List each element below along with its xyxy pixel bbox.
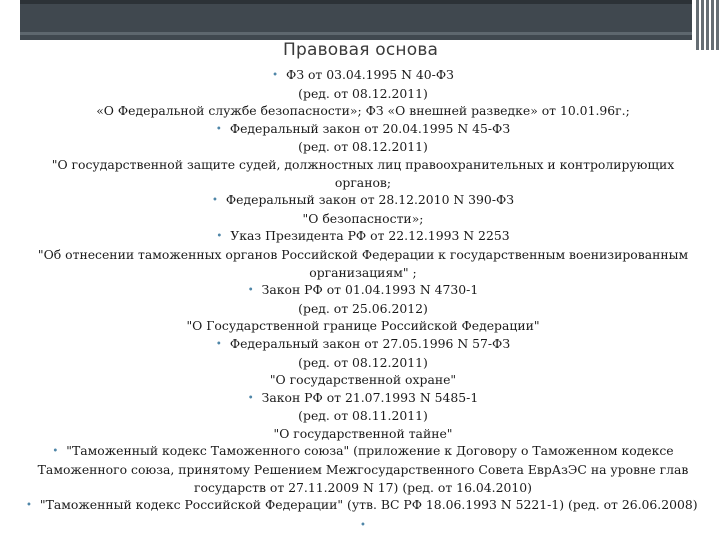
list-item-text: "О государственной охране" — [269, 372, 457, 388]
slide-title: Правовая основа — [283, 40, 439, 60]
list-item-text: Указ Президента РФ от 22.12.1993 N 2253 — [230, 228, 510, 244]
list-item-line — [26, 174, 700, 192]
list-item-text: Закон РФ от 01.04.1993 N 4730-1 — [261, 282, 479, 298]
list-item-bulleted — [26, 191, 700, 210]
list-item-line — [26, 479, 700, 497]
list-item-line — [26, 156, 700, 174]
list-item-text: Таможенного союза, принятому Решением Межгосударственного Совета ЕврАзЭС на уровне глав — [37, 462, 689, 478]
list-item-line — [26, 425, 700, 443]
list-item-bulleted — [26, 496, 700, 515]
list-item-text: Федеральный закон от 28.12.2010 N 390-ФЗ — [225, 192, 515, 208]
legal-basis-list — [26, 66, 700, 537]
top-bar-stripe — [20, 32, 692, 35]
list-item-bulleted — [26, 120, 700, 139]
list-item-text: (ред. от 08.11.2011) — [298, 408, 428, 424]
list-item-line — [26, 138, 700, 156]
list-item-line — [26, 354, 700, 372]
list-item-bulleted — [26, 442, 700, 461]
list-item-text: "О государственной тайне" — [273, 425, 453, 441]
list-item-line — [26, 461, 700, 479]
list-item-text: ФЗ от 03.04.1995 N 40-ФЗ — [286, 67, 454, 82]
list-item-line — [26, 371, 700, 389]
list-item-text: государств от 27.11.2009 N 17) (ред. от 16.04.2010) — [194, 479, 532, 495]
bullet-icon: • — [52, 446, 59, 458]
corner-decoration — [696, 0, 720, 50]
bullet-icon: • — [247, 392, 254, 404]
list-item-text: (ред. от 08.12.2011) — [298, 354, 428, 370]
list-item-text: "О Государственной границе Российской Федерации" — [186, 318, 540, 334]
list-item-text: (ред. от 08.12.2011) — [298, 85, 428, 101]
list-item-bulleted — [26, 335, 700, 354]
bullet-icon: • — [211, 195, 218, 207]
bullet-icon: • — [215, 123, 222, 135]
list-item-text: "Таможенный кодекс Российской Федерации" (утв. ВС РФ 18.06.1993 N 5221-1) (ред. от 26.06.2008) — [39, 497, 698, 513]
bullet-icon: • — [247, 285, 254, 297]
list-item-line — [26, 300, 700, 318]
bullet-icon: • — [26, 500, 32, 512]
list-item-bulleted — [26, 227, 700, 246]
list-item-bulleted — [26, 389, 700, 408]
list-item-text: "Об отнесении таможенных органов Российской Федерации к государственным военизированным — [37, 246, 689, 262]
top-decorative-bar — [20, 0, 692, 40]
list-item-text: органов; — [334, 174, 392, 190]
list-item-text: (ред. от 25.06.2012) — [298, 300, 428, 316]
list-item-line — [26, 317, 700, 335]
list-item-text: Федеральный закон от 20.04.1995 N 45-ФЗ — [229, 120, 511, 136]
list-item-text: организациям" ; — [309, 264, 417, 280]
list-item-text: "О государственной защите судей, должностных лиц правоохранительных и контролирующих — [51, 156, 675, 172]
empty-bullet-icon: • — [360, 519, 366, 531]
list-item-line — [26, 407, 700, 425]
bullet-icon: • — [215, 338, 222, 350]
list-item-line — [26, 102, 700, 120]
bullet-icon: • — [216, 231, 223, 243]
list-item-line — [26, 85, 700, 103]
list-item-bulleted — [26, 66, 700, 85]
list-item-text: (ред. от 08.12.2011) — [298, 139, 428, 155]
list-item-text: Закон РФ от 21.07.1993 N 5485-1 — [261, 389, 479, 405]
list-item-text: «О Федеральной службе безопасности»; ФЗ «О внешней разведке» от 10.01.96г.; — [96, 103, 630, 119]
list-item-line — [26, 210, 700, 228]
bullet-icon: • — [272, 70, 279, 81]
list-item-bulleted — [26, 281, 700, 300]
list-item-text: "О безопасности»; — [302, 210, 424, 226]
list-item-text: "Таможенный кодекс Таможенного союза" (приложение к Договору о Таможенном кодексе — [66, 443, 674, 459]
list-item-line — [26, 246, 700, 264]
list-item-line — [26, 264, 700, 282]
list-item-text: Федеральный закон от 27.05.1996 N 57-ФЗ — [229, 335, 511, 351]
